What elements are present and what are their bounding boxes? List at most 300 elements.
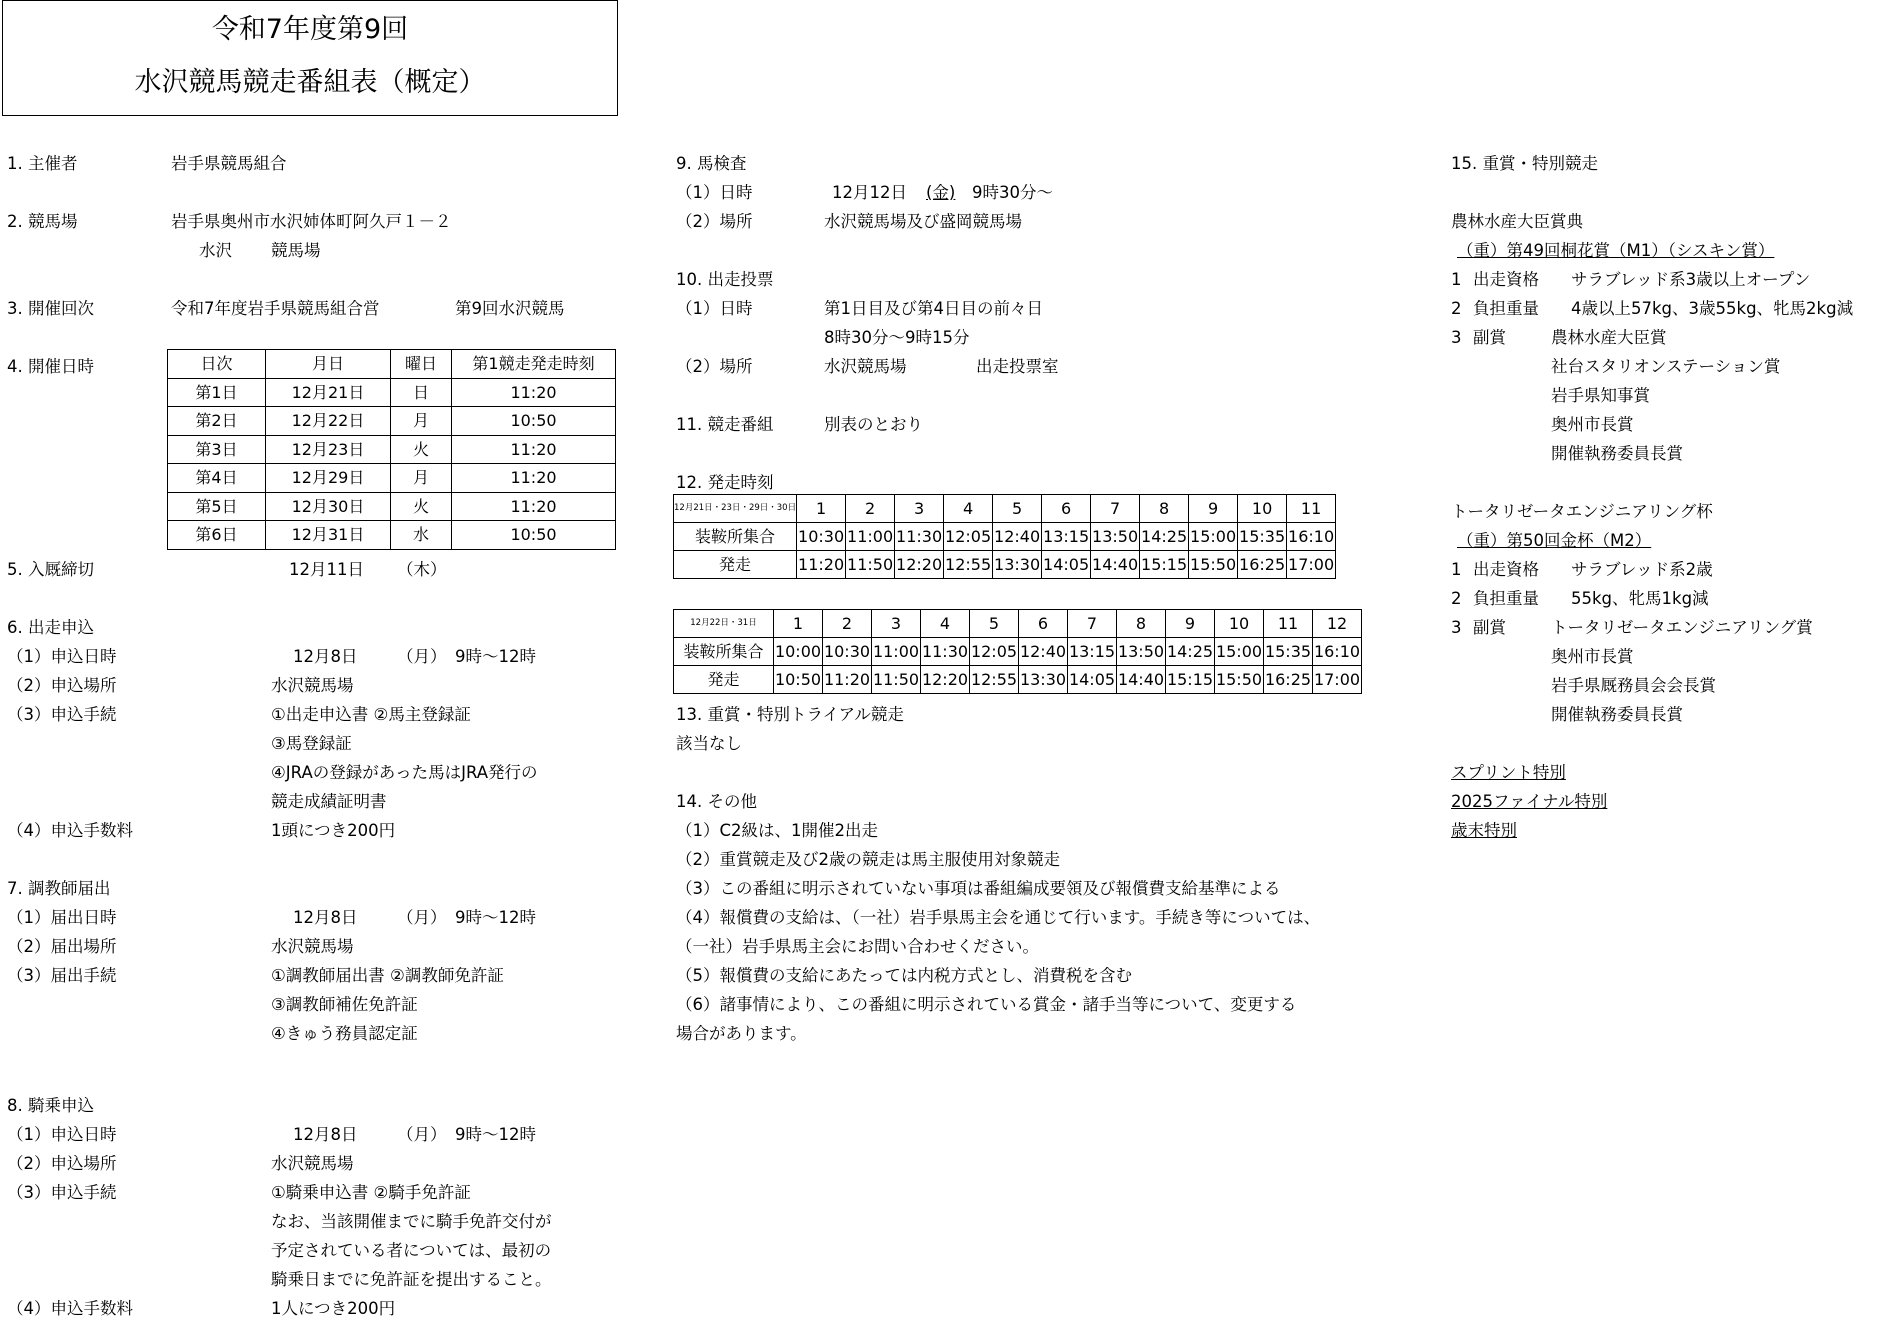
post-time-table-a-race-number: 6 <box>1042 495 1091 523</box>
schedule-cell: 火 <box>391 492 452 521</box>
meeting-number: 第9回水沢競馬 <box>455 299 565 318</box>
other-note-line <box>676 816 1396 845</box>
vote-time-row <box>676 323 1396 352</box>
trainer-procedure-line <box>7 961 657 990</box>
jockey-procedure <box>7 1178 657 1294</box>
other-note-line <box>676 932 1396 961</box>
post-time-table-b-post-time: 11:50 <box>872 666 921 694</box>
entry-fee: 1頭につき200円 <box>271 821 396 840</box>
entry-datetime-label: （1）申込日時 <box>7 647 117 666</box>
section-12-heading: 12. 発走時刻 <box>676 473 774 492</box>
vote-place-row <box>676 352 1396 381</box>
schedule-cell: 月 <box>391 407 452 436</box>
post-time-table-b-assembly-time: 15:35 <box>1264 638 1313 666</box>
schedule-cell: 第4日 <box>168 464 266 493</box>
other-note-line <box>676 845 1396 874</box>
post-time-table-b-assembly-time: 16:10 <box>1313 638 1362 666</box>
race1-eligibility-label: 出走資格 <box>1473 270 1539 289</box>
post-time-table-b-post-label: 発走 <box>674 666 774 694</box>
schedule-row <box>168 407 616 436</box>
inspection-date: 12月12日 <box>832 183 907 202</box>
entry-procedure <box>7 700 657 816</box>
schedule-cell: 火 <box>391 435 452 464</box>
entry-procedure-text: ①出走申込書 ②馬主登録証 <box>271 705 471 724</box>
other-note-line <box>676 1019 1396 1048</box>
inspection-datetime-row <box>676 178 1396 207</box>
jockey-fee: 1人につき200円 <box>271 1299 396 1318</box>
entry-date: 12月8日 <box>293 647 358 666</box>
post-time-table-b-race-number: 4 <box>921 610 970 638</box>
racecourse-name-1: 水沢 <box>199 241 232 260</box>
section-9 <box>676 149 1396 178</box>
race2-prize-row <box>1451 642 1896 671</box>
post-time-table-b-race-number: 6 <box>1019 610 1068 638</box>
jockey-procedure-text: なお、当該開催までに騎手免許交付が <box>271 1212 552 1231</box>
post-time-table-b-post-time: 16:25 <box>1264 666 1313 694</box>
post-time-table-b-post-time: 15:15 <box>1166 666 1215 694</box>
stable-deadline-date: 12月11日 <box>289 560 364 579</box>
schedule-cell: 10:50 <box>452 407 616 436</box>
post-time-table-a-post-time: 16:25 <box>1238 551 1287 579</box>
special-race: 歳末特別 <box>1451 821 1517 840</box>
schedule-row <box>168 435 616 464</box>
section-2 <box>7 207 657 236</box>
post-time-table-b-post-time: 14:40 <box>1117 666 1166 694</box>
section-13-heading: 13. 重賞・特別トライアル競走 <box>676 705 904 724</box>
post-time-table-b-post-time: 11:20 <box>823 666 872 694</box>
title-line-2: 水沢競馬競走番組表（概定） <box>134 67 486 98</box>
post-time-table-a-assembly-time: 12:40 <box>993 523 1042 551</box>
jockey-time: 9時～12時 <box>455 1125 536 1144</box>
schedule-cell: 12月22日 <box>266 407 391 436</box>
jockey-procedure-text: 予定されている者については、最初の <box>271 1241 552 1260</box>
jockey-procedure-text: ①騎乗申込書 ②騎手免許証 <box>271 1183 471 1202</box>
schedule-row <box>168 378 616 407</box>
entry-place: 水沢競馬場 <box>271 676 354 695</box>
trainer-place: 水沢競馬場 <box>271 937 354 956</box>
other-note-line <box>676 874 1396 903</box>
entry-datetime-row <box>7 642 657 671</box>
trial-value: 該当なし <box>676 734 742 753</box>
post-time-table-a-race-number: 1 <box>797 495 846 523</box>
race2-weight-row <box>1451 584 1896 613</box>
post-time-table-b-race-number: 11 <box>1264 610 1313 638</box>
vote-place-label: （2）場所 <box>676 357 753 376</box>
post-time-table-a-dates: 12月21日・23日・29日・30日 <box>674 495 797 523</box>
schedule-header-cell: 第1競走発走時刻 <box>452 350 616 379</box>
schedule-row <box>168 464 616 493</box>
post-time-table-b-assembly-time: 14:25 <box>1166 638 1215 666</box>
section-6 <box>7 613 657 642</box>
race2-name-row <box>1451 526 1896 555</box>
schedule-cell: 水 <box>391 521 452 550</box>
section-5 <box>7 555 657 584</box>
post-time-table-a-assembly-time: 11:00 <box>846 523 895 551</box>
post-time-table-a-assembly-time: 10:30 <box>797 523 846 551</box>
entry-procedure-line <box>7 729 657 758</box>
race2-name: （重）第50回金杯（M2） <box>1457 531 1652 550</box>
post-time-table-b-assembly-time: 12:05 <box>970 638 1019 666</box>
section-7 <box>7 874 657 903</box>
jockey-fee-row <box>7 1294 657 1323</box>
schedule-cell: 11:20 <box>452 492 616 521</box>
post-time-table-b-assembly-time: 10:30 <box>823 638 872 666</box>
schedule-cell: 12月23日 <box>266 435 391 464</box>
post-time-table-a-race-number: 10 <box>1238 495 1287 523</box>
middle-column <box>676 149 1396 1048</box>
post-time-table-b-race-number-row <box>674 610 1362 638</box>
section-10-heading: 10. 出走投票 <box>676 270 774 289</box>
other-note-line <box>676 961 1396 990</box>
race2-weight-label: 負担重量 <box>1473 589 1539 608</box>
trainer-place-row <box>7 932 657 961</box>
post-time-table-a-race-number: 8 <box>1140 495 1189 523</box>
section-9-heading: 9. 馬検査 <box>676 154 747 173</box>
other-notes <box>676 816 1396 1048</box>
race-program-ref: 別表のとおり <box>824 415 923 434</box>
schedule-cell: 日 <box>391 378 452 407</box>
other-note-text: （2）重賞競走及び2歳の競走は馬主服使用対象競走 <box>676 850 1060 869</box>
schedule-cell: 10:50 <box>452 521 616 550</box>
trial-row <box>676 729 1396 758</box>
inspection-time: 9時30分～ <box>972 183 1053 202</box>
vote-place: 水沢競馬場 <box>824 357 907 376</box>
jockey-procedure-label: （3）申込手続 <box>7 1183 117 1202</box>
schedule-cell: 11:20 <box>452 435 616 464</box>
post-time-table-a-assembly-time: 11:30 <box>895 523 944 551</box>
vote-time: 8時30分～9時15分 <box>824 328 970 347</box>
jockey-place-row <box>7 1149 657 1178</box>
post-time-table-b-post-time: 13:30 <box>1019 666 1068 694</box>
section-1-heading: 1. 主催者 <box>7 154 78 173</box>
trainer-procedure-line <box>7 1019 657 1048</box>
race1-sponsor-row <box>1451 207 1896 236</box>
post-time-table-a-post-time: 12:20 <box>895 551 944 579</box>
race2-eligibility-num: 1 <box>1451 560 1462 579</box>
post-time-table-b-race-number: 3 <box>872 610 921 638</box>
post-time-table-b-post-time: 15:50 <box>1215 666 1264 694</box>
schedule-cell: 11:20 <box>452 464 616 493</box>
entry-procedure-text: ③馬登録証 <box>271 734 352 753</box>
race1-prize-row <box>1451 381 1896 410</box>
schedule-cell: 第3日 <box>168 435 266 464</box>
schedule-header-cell: 曜日 <box>391 350 452 379</box>
race2-prize-row <box>1451 671 1896 700</box>
other-note-text: （6）諸事情により、この番組に明示されている賞金・諸手当等について、変更する <box>676 995 1297 1014</box>
other-note-text: （1）C2級は、1開催2出走 <box>676 821 879 840</box>
post-time-table-a-post-time: 12:55 <box>944 551 993 579</box>
special-race-row <box>1451 758 1896 787</box>
section-2-heading: 2. 競馬場 <box>7 212 78 231</box>
section-12 <box>676 468 1396 497</box>
schedule-header-row <box>168 350 616 379</box>
post-time-table-b-post-row <box>674 666 1362 694</box>
race1-prize-list <box>1451 323 1896 468</box>
post-time-table-a-assembly-time: 13:50 <box>1091 523 1140 551</box>
trainer-procedure-text: ③調教師補佐免許証 <box>271 995 418 1014</box>
race2-prize-row <box>1451 700 1896 729</box>
race2-prize-list <box>1451 613 1896 729</box>
special-race-row <box>1451 816 1896 845</box>
schedule-table <box>167 349 616 550</box>
vote-datetime-row <box>676 294 1396 323</box>
title-box <box>2 0 618 116</box>
post-time-table-b-race-number: 1 <box>774 610 823 638</box>
race1-prize-label: 副賞 <box>1473 328 1506 347</box>
race1-prize: 奥州市長賞 <box>1551 415 1634 434</box>
vote-datetime-label: （1）日時 <box>676 299 753 318</box>
post-time-table-a-race-number: 11 <box>1287 495 1336 523</box>
post-time-table-b-race-number: 5 <box>970 610 1019 638</box>
schedule-row <box>168 521 616 550</box>
post-time-table-b-post-time: 10:50 <box>774 666 823 694</box>
race1-prize-row <box>1451 410 1896 439</box>
jockey-procedure-line <box>7 1178 657 1207</box>
post-time-table-b-assembly-time: 12:40 <box>1019 638 1068 666</box>
right-column <box>1451 149 1896 845</box>
post-time-table-a-post-time: 14:05 <box>1042 551 1091 579</box>
jockey-date: 12月8日 <box>293 1125 358 1144</box>
post-time-table-a-assembly-time: 12:05 <box>944 523 993 551</box>
schedule-row <box>168 492 616 521</box>
entry-place-row <box>7 671 657 700</box>
schedule-cell: 12月29日 <box>266 464 391 493</box>
section-15-heading: 15. 重賞・特別競走 <box>1451 154 1598 173</box>
race1-weight-num: 2 <box>1451 299 1462 318</box>
section-14 <box>676 787 1396 816</box>
racecourse-name-2: 競馬場 <box>271 241 321 260</box>
section-14-heading: 14. その他 <box>676 792 757 811</box>
trainer-time: 9時～12時 <box>455 908 536 927</box>
racecourse-address: 岩手県奥州市水沢姉体町阿久戸１－２ <box>171 212 452 231</box>
section-5-heading: 5. 入厩締切 <box>7 560 94 579</box>
post-time-table-b-post-time: 14:05 <box>1068 666 1117 694</box>
trainer-procedure-line <box>7 990 657 1019</box>
post-time-table-b-assembly-time: 13:15 <box>1068 638 1117 666</box>
vote-days: 第1日目及び第4日目の前々日 <box>824 299 1043 318</box>
section-11 <box>676 410 1396 439</box>
post-time-table-b-assembly-time: 11:30 <box>921 638 970 666</box>
race2-prize-row <box>1451 613 1896 642</box>
section-11-heading: 11. 競走番組 <box>676 415 774 434</box>
section-8-heading: 8. 騎乗申込 <box>7 1096 94 1115</box>
section-1 <box>7 149 657 178</box>
jockey-place: 水沢競馬場 <box>271 1154 354 1173</box>
inspection-day: (金) <box>926 183 956 202</box>
trainer-datetime-label: （1）届出日時 <box>7 908 117 927</box>
post-time-table-b-assembly-row <box>674 638 1362 666</box>
race2-eligibility-label: 出走資格 <box>1473 560 1539 579</box>
post-time-table-a-assembly-time: 15:35 <box>1238 523 1287 551</box>
jockey-place-label: （2）申込場所 <box>7 1154 117 1173</box>
race1-weight: 4歳以上57kg、3歳55kg、牝馬2kg減 <box>1571 299 1854 318</box>
section-10 <box>676 265 1396 294</box>
race1-eligibility-num: 1 <box>1451 270 1462 289</box>
inspection-datetime-label: （1）日時 <box>676 183 753 202</box>
race1-sponsor: 農林水産大臣賞典 <box>1451 212 1583 231</box>
trainer-procedure-text: ④きゅう務員認定証 <box>271 1024 418 1043</box>
post-time-table-a-post-time: 14:40 <box>1091 551 1140 579</box>
post-time-table-a-assembly-time: 13:15 <box>1042 523 1091 551</box>
entry-day: （月） <box>397 647 447 666</box>
post-time-table-b-assembly-time: 15:00 <box>1215 638 1264 666</box>
meeting-organizer: 令和7年度岩手県競馬組合営 <box>171 299 380 318</box>
other-note-text: （5）報償費の支給にあたっては内税方式とし、消費税を含む <box>676 966 1132 985</box>
post-time-table-a-race-number: 3 <box>895 495 944 523</box>
race2-prize: トータリゼータエンジニアリング賞 <box>1551 618 1813 637</box>
race2-prize: 開催執務委員長賞 <box>1551 705 1683 724</box>
post-time-table-a-post-time: 13:30 <box>993 551 1042 579</box>
trainer-procedure <box>7 961 657 1048</box>
entry-procedure-label: （3）申込手続 <box>7 705 117 724</box>
post-time-table-a-post-label: 発走 <box>674 551 797 579</box>
post-time-table-a-race-number-row <box>674 495 1336 523</box>
special-race-row <box>1451 787 1896 816</box>
section-4-heading: 4. 開催日時 <box>7 357 94 376</box>
schedule-cell: 11:20 <box>452 378 616 407</box>
jockey-fee-label: （4）申込手数料 <box>7 1299 133 1318</box>
vote-room: 出走投票室 <box>976 357 1059 376</box>
race1-prize: 社台スタリオンステーション賞 <box>1551 357 1781 376</box>
race2-eligibility-row <box>1451 555 1896 584</box>
race1-prize: 農林水産大臣賞 <box>1551 328 1667 347</box>
schedule-cell: 12月31日 <box>266 521 391 550</box>
post-time-table-a-assembly-time: 15:00 <box>1189 523 1238 551</box>
post-time-table-b-assembly-time: 13:50 <box>1117 638 1166 666</box>
post-time-table-a-post-time: 15:50 <box>1189 551 1238 579</box>
post-time-table-b-race-number: 12 <box>1313 610 1362 638</box>
section-7-heading: 7. 調教師届出 <box>7 879 111 898</box>
special-races <box>1451 758 1896 845</box>
post-time-table-a-assembly-time: 16:10 <box>1287 523 1336 551</box>
entry-procedure-line <box>7 758 657 787</box>
race1-prize: 岩手県知事賞 <box>1551 386 1650 405</box>
schedule-header-cell: 日次 <box>168 350 266 379</box>
race1-weight-row <box>1451 294 1896 323</box>
other-note-text: （3）この番組に明示されていない事項は番組編成要領及び報償費支給基準による <box>676 879 1281 898</box>
schedule-cell: 第1日 <box>168 378 266 407</box>
jockey-datetime-label: （1）申込日時 <box>7 1125 117 1144</box>
post-time-table-b-assembly-time: 10:00 <box>774 638 823 666</box>
race2-weight-num: 2 <box>1451 589 1462 608</box>
section-2-sub <box>7 236 657 265</box>
trainer-procedure-text: ①調教師届出書 ②調教師免許証 <box>271 966 504 985</box>
jockey-day: （月） <box>397 1125 447 1144</box>
race2-sponsor: トータリゼータエンジニアリング杯 <box>1451 502 1713 521</box>
race1-prize: 開催執務委員長賞 <box>1551 444 1683 463</box>
organizer: 岩手県競馬組合 <box>171 154 287 173</box>
schedule-cell: 12月21日 <box>266 378 391 407</box>
stable-deadline-day: （木） <box>397 560 447 579</box>
post-time-table-a-post-time: 11:50 <box>846 551 895 579</box>
post-time-table-b-assembly-time: 11:00 <box>872 638 921 666</box>
post-time-table-a-post-row <box>674 551 1336 579</box>
trainer-date: 12月8日 <box>293 908 358 927</box>
title-line-1: 令和7年度第9回 <box>211 14 409 45</box>
schedule-cell: 12月30日 <box>266 492 391 521</box>
entry-place-label: （2）申込場所 <box>7 676 117 695</box>
other-note-text: （4）報償費の支給は、（一社）岩手県馬主会を通じて行います。手続き等については、 <box>676 908 1321 927</box>
post-time-table-b-race-number: 10 <box>1215 610 1264 638</box>
entry-fee-label: （4）申込手数料 <box>7 821 133 840</box>
other-note-line <box>676 990 1396 1019</box>
post-time-table-a-assembly-label: 装鞍所集合 <box>674 523 797 551</box>
post-time-table-b-race-number: 8 <box>1117 610 1166 638</box>
jockey-procedure-line <box>7 1236 657 1265</box>
post-time-table-a-race-number: 2 <box>846 495 895 523</box>
post-time-table-a-assembly-time: 14:25 <box>1140 523 1189 551</box>
race1-name: （重）第49回桐花賞（M1）（シスキン賞） <box>1457 241 1775 260</box>
post-time-table-a-race-number: 9 <box>1189 495 1238 523</box>
post-time-table-b-dates: 12月22日・31日 <box>674 610 774 638</box>
schedule-cell: 第5日 <box>168 492 266 521</box>
race2-weight: 55kg、牝馬1kg減 <box>1571 589 1709 608</box>
post-time-table-a-race-number: 7 <box>1091 495 1140 523</box>
race1-prize-row <box>1451 439 1896 468</box>
race1-name-row <box>1451 236 1896 265</box>
trainer-datetime-row <box>7 903 657 932</box>
post-time-table-a-race-number: 4 <box>944 495 993 523</box>
other-note-text: 場合があります。 <box>676 1024 807 1043</box>
other-note-text: （一社）岩手県馬主会にお問い合わせください。 <box>676 937 1039 956</box>
race2-sponsor-row <box>1451 497 1896 526</box>
schedule-cell: 第2日 <box>168 407 266 436</box>
post-time-table-a-post-time: 15:15 <box>1140 551 1189 579</box>
post-time-table-a-assembly-row <box>674 523 1336 551</box>
entry-procedure-line <box>7 787 657 816</box>
post-time-table-a-race-number: 5 <box>993 495 1042 523</box>
inspection-place: 水沢競馬場及び盛岡競馬場 <box>824 212 1022 231</box>
race2-prize-num: 3 <box>1451 618 1462 637</box>
post-time-table-b-post-time: 12:20 <box>921 666 970 694</box>
post-time-table-b-assembly-label: 装鞍所集合 <box>674 638 774 666</box>
post-time-table-b-post-time: 12:55 <box>970 666 1019 694</box>
trainer-place-label: （2）届出場所 <box>7 937 117 956</box>
entry-time: 9時～12時 <box>455 647 536 666</box>
post-time-table-b <box>673 609 1362 694</box>
schedule-cell: 第6日 <box>168 521 266 550</box>
section-6-heading: 6. 出走申込 <box>7 618 94 637</box>
special-race: 2025ファイナル特別 <box>1451 792 1608 811</box>
other-note-line <box>676 903 1396 932</box>
section-3-heading: 3. 開催回次 <box>7 299 94 318</box>
race2-eligibility: サラブレッド系2歳 <box>1571 560 1713 579</box>
post-time-table-b-post-time: 17:00 <box>1313 666 1362 694</box>
schedule-cell: 月 <box>391 464 452 493</box>
race1-eligibility: サラブレッド系3歳以上オープン <box>1571 270 1811 289</box>
post-time-table-b-race-number: 9 <box>1166 610 1215 638</box>
jockey-procedure-text: 騎乗日までに免許証を提出すること。 <box>271 1270 552 1289</box>
trainer-day: （月） <box>397 908 447 927</box>
section-8 <box>7 1091 657 1120</box>
post-time-table-b-race-number: 2 <box>823 610 872 638</box>
race1-prize-num: 3 <box>1451 328 1462 347</box>
race1-weight-label: 負担重量 <box>1473 299 1539 318</box>
post-time-table-a <box>673 494 1336 579</box>
post-time-table-a-post-time: 17:00 <box>1287 551 1336 579</box>
schedule-header-cell: 月日 <box>266 350 391 379</box>
entry-procedure-text: 競走成績証明書 <box>271 792 387 811</box>
entry-procedure-line <box>7 700 657 729</box>
jockey-procedure-line <box>7 1207 657 1236</box>
section-13 <box>676 700 1396 729</box>
special-race: スプリント特別 <box>1451 763 1566 782</box>
race2-prize: 岩手県厩務員会会長賞 <box>1551 676 1716 695</box>
post-time-table-a-post-time: 11:20 <box>797 551 846 579</box>
inspection-place-label: （2）場所 <box>676 212 753 231</box>
trainer-procedure-label: （3）届出手続 <box>7 966 117 985</box>
section-15 <box>1451 149 1896 178</box>
